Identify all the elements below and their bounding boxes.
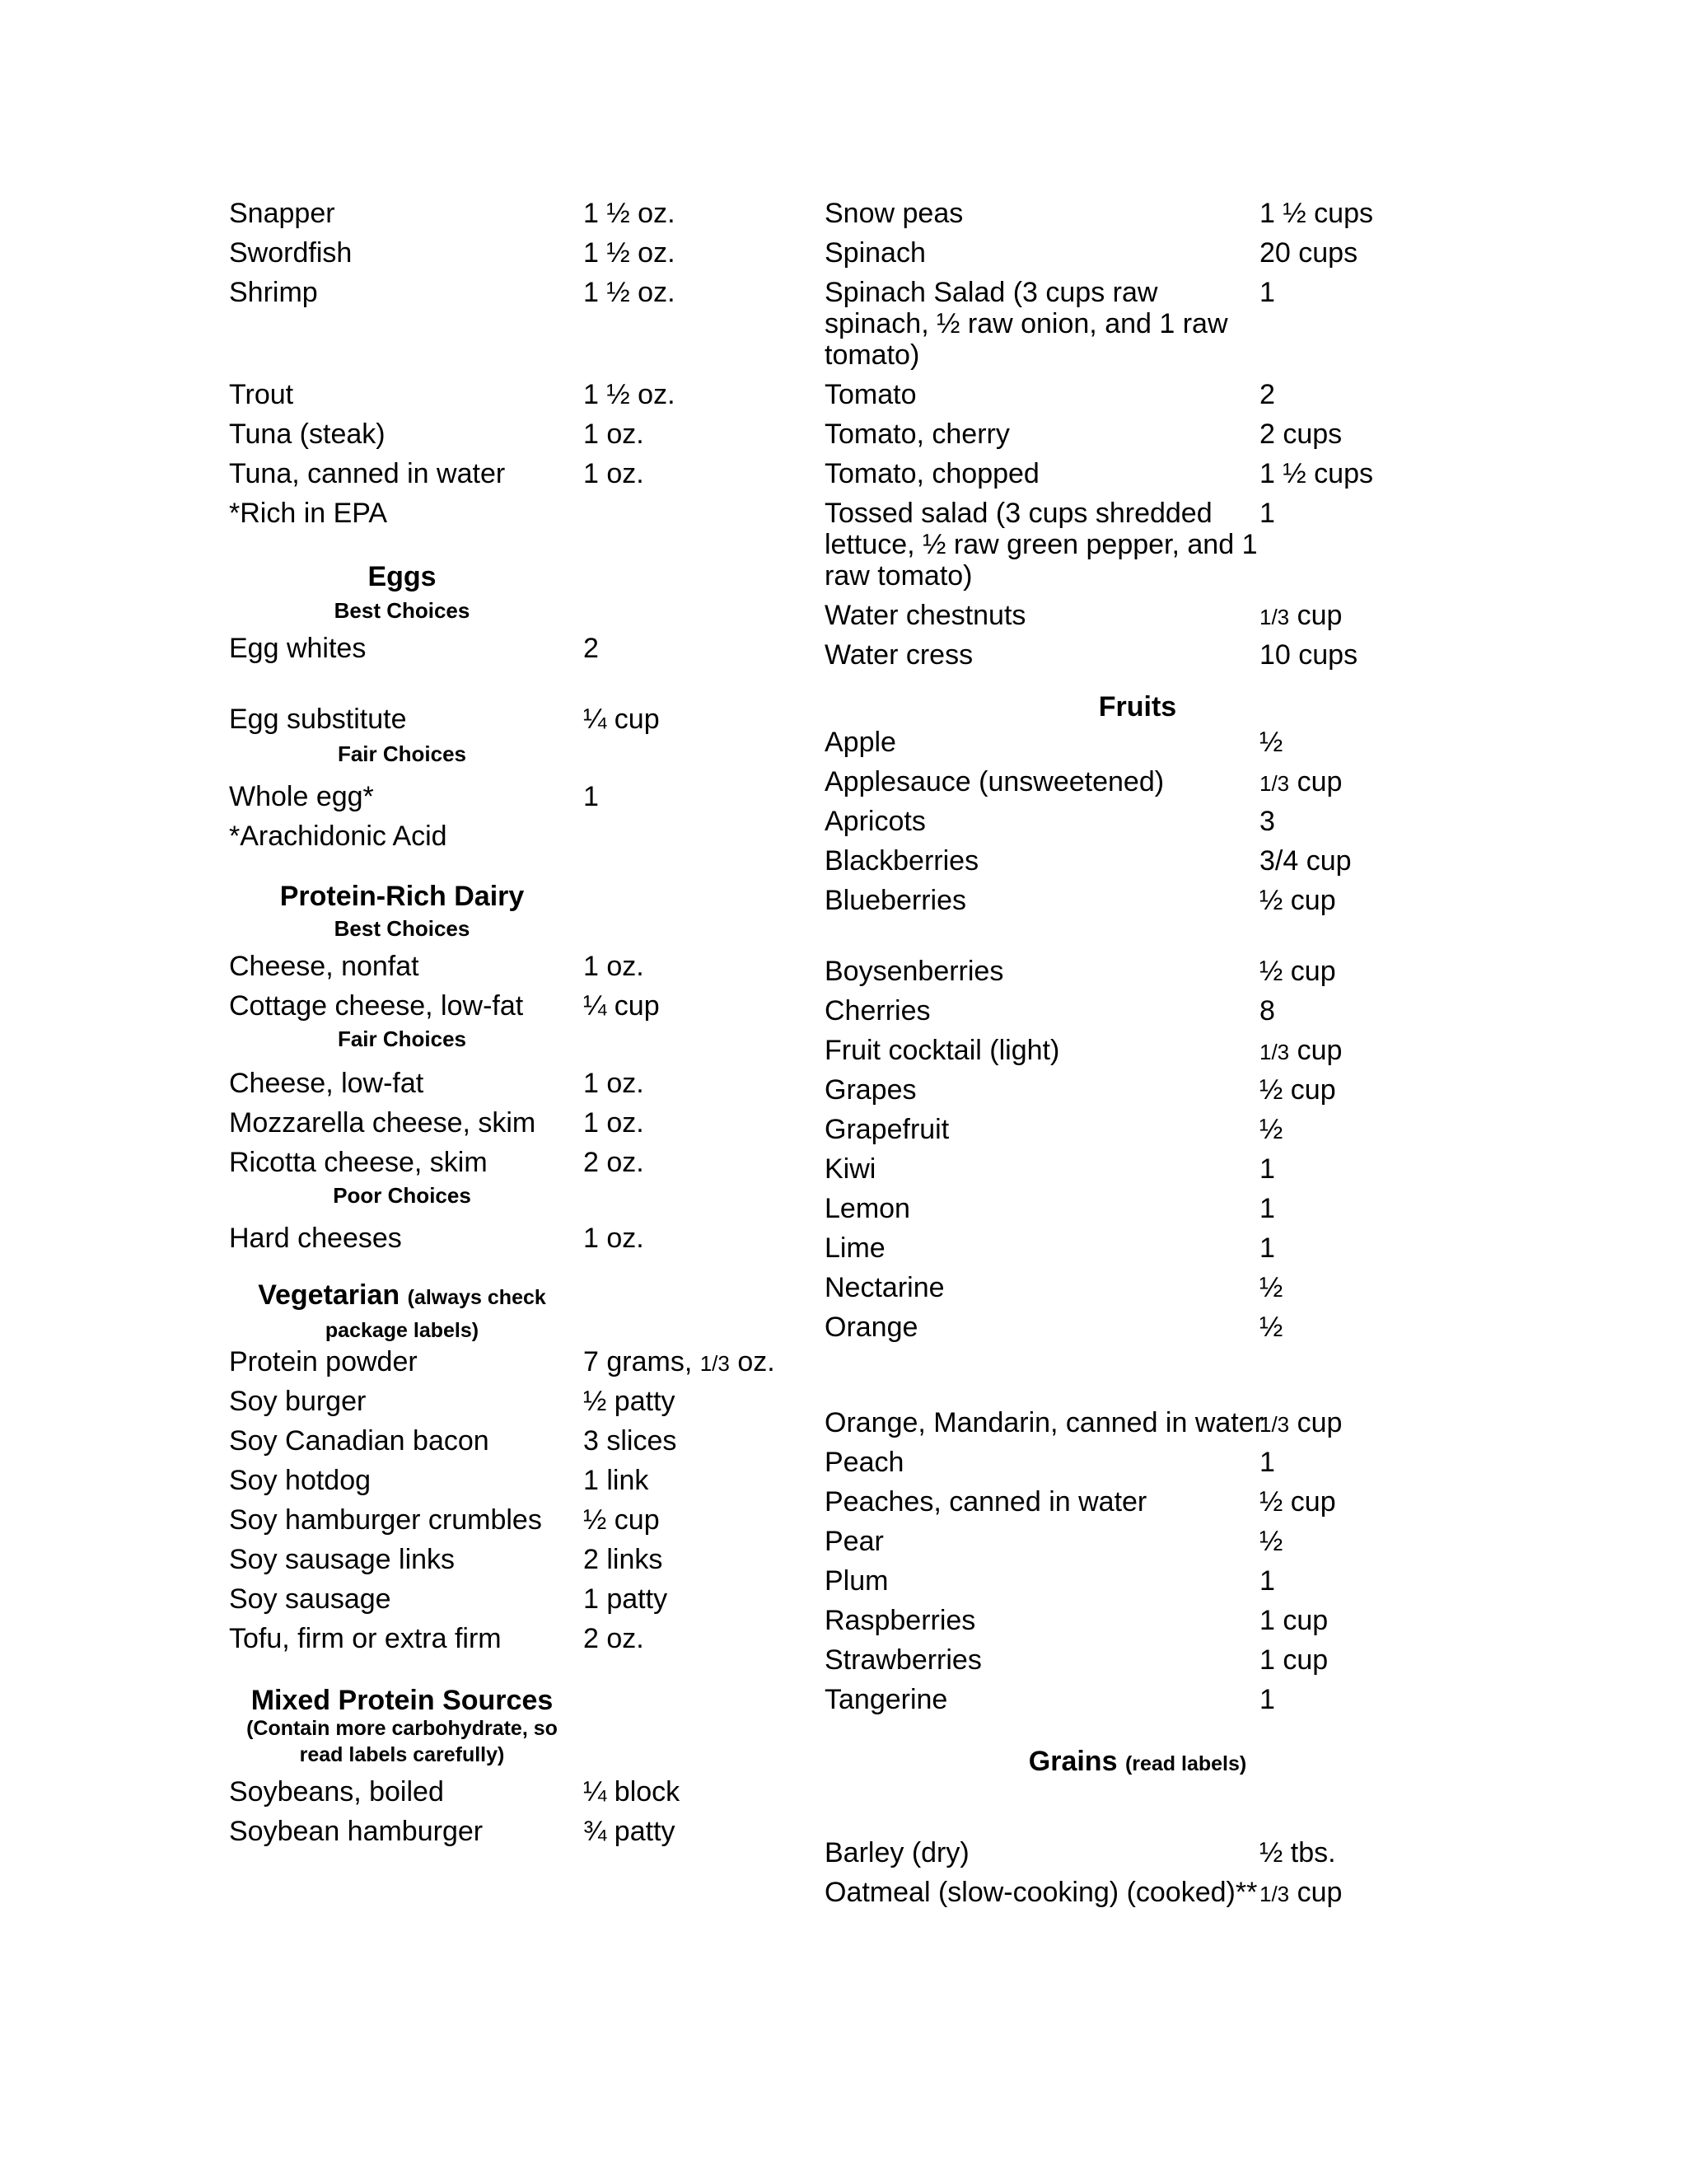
serving-size: 1 ½ oz. <box>583 379 675 410</box>
section-heading <box>825 690 1451 727</box>
food-name: Blueberries <box>825 885 966 916</box>
food-name: Tuna (steak) <box>229 419 386 450</box>
food-row <box>825 1605 1451 1644</box>
food-row <box>229 821 814 880</box>
section-heading <box>229 1279 814 1346</box>
food-row <box>229 1346 814 1386</box>
food-row <box>825 1193 1451 1232</box>
food-row <box>825 727 1451 766</box>
serving-size: 2 <box>1259 379 1275 410</box>
food-name: Lime <box>825 1232 886 1264</box>
food-row <box>825 277 1451 379</box>
section-heading <box>825 1745 1451 1837</box>
food-row <box>825 419 1451 458</box>
serving-size: 3 slices <box>583 1425 677 1457</box>
food-row <box>825 600 1451 639</box>
food-row <box>229 951 814 990</box>
food-row <box>229 704 814 741</box>
food-name: Boysenberries <box>825 956 1004 987</box>
serving-size: 1 ½ oz. <box>583 277 675 308</box>
serving-size: 1 <box>1259 1232 1275 1264</box>
serving-size: 2 links <box>583 1544 663 1575</box>
serving-size: 1 oz. <box>583 951 644 982</box>
subsection-title: Fair Choices <box>337 741 467 766</box>
serving-size: 1 oz. <box>583 458 644 489</box>
food-name: *Arachidonic Acid <box>229 821 447 852</box>
food-row <box>825 1407 1451 1447</box>
food-row <box>825 1447 1451 1486</box>
food-row <box>825 885 1451 956</box>
serving-size: 2 <box>583 633 599 664</box>
food-name: Plum <box>825 1565 889 1597</box>
food-name: Kiwi <box>825 1153 876 1185</box>
food-row <box>229 1386 814 1425</box>
food-name: Soy hotdog <box>229 1465 372 1496</box>
food-row <box>825 1486 1451 1526</box>
food-name: Cherries <box>825 995 931 1027</box>
food-row <box>825 498 1451 600</box>
section-title: Mixed Protein Sources <box>250 1685 554 1716</box>
serving-size: 1 patty <box>583 1583 668 1615</box>
food-name: Tomato, chopped <box>825 458 1040 489</box>
serving-size: 1 <box>1259 1565 1275 1597</box>
food-name: Applesauce (unsweetened) <box>825 766 1165 797</box>
section-note: (Contain more carbohydrate, so <box>246 1717 558 1740</box>
food-row <box>229 1223 814 1279</box>
serving-size: ½ <box>1259 1526 1283 1557</box>
right-column <box>825 198 1451 1916</box>
fraction: 1/3 <box>1259 1040 1290 1064</box>
food-name: Pear <box>825 1526 884 1557</box>
food-name: Trout <box>229 379 294 410</box>
subsection-title: Poor Choices <box>333 1183 471 1208</box>
serving-size: 1 cup <box>1259 1605 1329 1636</box>
serving-size: 1/3 cup <box>1259 600 1343 631</box>
food-name: Hard cheeses <box>229 1223 402 1254</box>
subsection-title: Best Choices <box>334 598 470 623</box>
food-name: Spinach Salad (3 cups raw spinach, ½ raw onion, and 1 raw tomato) <box>825 277 1228 371</box>
food-row <box>825 995 1451 1035</box>
food-row <box>229 1068 814 1107</box>
serving-size: 1 <box>1259 277 1275 308</box>
food-row <box>229 990 814 1027</box>
food-row <box>229 419 814 458</box>
section-title: Fruits <box>1098 691 1177 723</box>
fraction: 1/3 <box>1259 771 1290 796</box>
food-name: Tomato <box>825 379 917 410</box>
food-row <box>229 1583 814 1623</box>
food-row <box>229 198 814 237</box>
food-row <box>825 1074 1451 1114</box>
food-name: Peaches, canned in water <box>825 1486 1147 1518</box>
food-name: Egg substitute <box>229 704 407 735</box>
food-row <box>229 458 814 498</box>
serving-size: ½ <box>1259 1114 1283 1145</box>
food-name: Water cress <box>825 639 974 671</box>
serving-size: 1 <box>1259 1684 1275 1715</box>
serving-size: 1 ½ oz. <box>583 237 675 269</box>
serving-size: 1 <box>1259 1153 1275 1185</box>
serving-size: ¼ block <box>583 1776 680 1808</box>
serving-size: ½ cup <box>1259 1074 1336 1106</box>
serving-size: 1 <box>1259 1193 1275 1224</box>
serving-size: 1 oz. <box>583 419 644 450</box>
serving-size: 1 oz. <box>583 1068 644 1099</box>
section-title: Eggs <box>367 561 437 592</box>
fraction: 1/3 <box>699 1351 730 1376</box>
food-row <box>229 1816 814 1855</box>
food-name: Protein powder <box>229 1346 418 1377</box>
serving-size: ½ <box>1259 1272 1283 1303</box>
food-row <box>825 458 1451 498</box>
serving-size: ½ tbs. <box>1259 1837 1336 1868</box>
food-name: Grapefruit <box>825 1114 950 1145</box>
food-name: Cheese, low-fat <box>229 1068 424 1099</box>
serving-size: 2 cups <box>1259 419 1343 450</box>
food-row <box>825 198 1451 237</box>
food-name: Orange <box>825 1312 918 1343</box>
food-name: Soy hamburger crumbles <box>229 1504 542 1536</box>
food-row <box>825 1837 1451 1877</box>
food-row <box>229 781 814 821</box>
subsection-title: Fair Choices <box>337 1027 467 1051</box>
food-row <box>229 1776 814 1816</box>
food-row <box>825 1684 1451 1745</box>
food-name: Orange, Mandarin, canned in water <box>825 1407 1264 1438</box>
section-note: read labels carefully) <box>299 1743 505 1766</box>
serving-size: 3/4 cup <box>1259 845 1352 877</box>
food-row <box>229 277 814 379</box>
food-row <box>825 1312 1451 1407</box>
food-name: Soy sausage links <box>229 1544 456 1575</box>
food-row <box>825 1565 1451 1605</box>
food-row <box>229 498 814 560</box>
food-name: Snapper <box>229 198 335 229</box>
serving-size: 3 <box>1259 806 1275 837</box>
food-name: Nectarine <box>825 1272 945 1303</box>
food-row <box>825 1153 1451 1193</box>
section-heading <box>229 880 814 916</box>
fraction: 1/3 <box>1259 605 1290 629</box>
subsection-heading <box>229 916 814 951</box>
food-row <box>825 845 1451 885</box>
food-row <box>825 379 1451 419</box>
food-row <box>825 1526 1451 1565</box>
food-name: Water chestnuts <box>825 600 1026 631</box>
serving-size: 8 <box>1259 995 1275 1027</box>
serving-size: 10 cups <box>1259 639 1358 671</box>
food-row <box>229 379 814 419</box>
serving-size: 1 ½ cups <box>1259 198 1373 229</box>
food-name: Ricotta cheese, skim <box>229 1147 488 1178</box>
serving-size: 1 link <box>583 1465 649 1496</box>
serving-size: 1 <box>1259 498 1275 529</box>
serving-size: ¾ patty <box>583 1816 675 1847</box>
food-row <box>229 1107 814 1147</box>
food-name: Spinach <box>825 237 926 269</box>
food-name: Soy burger <box>229 1386 367 1417</box>
food-row <box>825 1035 1451 1074</box>
food-name: Cottage cheese, low-fat <box>229 990 524 1022</box>
serving-size: ¼ cup <box>583 990 660 1022</box>
section-note: (read labels) <box>1124 1752 1247 1775</box>
food-name: Soybeans, boiled <box>229 1776 444 1808</box>
food-name: Strawberries <box>825 1644 982 1676</box>
food-row <box>229 1147 814 1183</box>
food-name: *Rich in EPA <box>229 498 388 529</box>
food-name: Lemon <box>825 1193 910 1224</box>
section-note-row <box>229 1742 814 1776</box>
serving-size: 1/3 cup <box>1259 1877 1343 1908</box>
food-name: Blackberries <box>825 845 979 877</box>
subsection-heading <box>229 741 814 781</box>
serving-size: ½ cup <box>583 1504 660 1536</box>
serving-size: 2 oz. <box>583 1147 644 1178</box>
serving-size: 1 oz. <box>583 1223 644 1254</box>
subsection-heading <box>229 1027 814 1068</box>
food-name: Cheese, nonfat <box>229 951 419 982</box>
serving-size: 1 ½ oz. <box>583 198 675 229</box>
section-heading <box>229 1684 814 1715</box>
food-name: Oatmeal (slow-cooking) (cooked)** <box>825 1877 1258 1908</box>
food-name: Egg whites <box>229 633 367 664</box>
serving-size: ½ <box>1259 1312 1283 1343</box>
left-column <box>229 198 814 1855</box>
serving-size: 1 <box>583 781 599 812</box>
food-name: Grapes <box>825 1074 917 1106</box>
food-row <box>229 1504 814 1544</box>
food-name: Snow peas <box>825 198 964 229</box>
serving-size: ¼ cup <box>583 704 660 735</box>
serving-size: ½ cup <box>1259 885 1336 916</box>
food-row <box>825 956 1451 995</box>
food-name: Soy Canadian bacon <box>229 1425 489 1457</box>
serving-size: ½ cup <box>1259 1486 1336 1518</box>
food-row <box>825 766 1451 806</box>
food-name: Mozzarella cheese, skim <box>229 1107 536 1139</box>
serving-size: 1 oz. <box>583 1107 644 1139</box>
subsection-title: Best Choices <box>334 916 470 941</box>
serving-size: 1/3 cup <box>1259 766 1343 797</box>
fraction: 1/3 <box>1259 1412 1290 1437</box>
food-name: Barley (dry) <box>825 1837 970 1868</box>
food-name: Soybean hamburger <box>229 1816 484 1847</box>
food-row <box>825 639 1451 690</box>
food-name: Fruit cocktail (light) <box>825 1035 1060 1066</box>
serving-size: ½ <box>1259 727 1283 758</box>
food-name: Whole egg* <box>229 781 374 812</box>
subsection-heading <box>229 598 814 633</box>
food-name: Tangerine <box>825 1684 948 1715</box>
food-name: Shrimp <box>229 277 318 308</box>
serving-size: 1/3 cup <box>1259 1407 1343 1438</box>
food-row <box>229 237 814 277</box>
serving-size: 2 oz. <box>583 1623 644 1654</box>
serving-size: 1 <box>1259 1447 1275 1478</box>
food-name: Apricots <box>825 806 926 837</box>
food-name: Tofu, firm or extra firm <box>229 1623 502 1654</box>
serving-size: 1/3 cup <box>1259 1035 1343 1066</box>
section-note: package labels) <box>325 1319 479 1342</box>
subsection-heading <box>229 1183 814 1223</box>
food-name: Tossed salad (3 cups shredded lettuce, ½ raw green pepper, and 1 raw tomato) <box>825 498 1258 592</box>
food-row <box>825 237 1451 277</box>
food-row <box>825 1272 1451 1312</box>
section-note: (always check <box>407 1286 546 1309</box>
food-name: Tuna, canned in water <box>229 458 506 489</box>
food-row <box>825 1114 1451 1153</box>
section-heading <box>229 560 814 598</box>
food-row <box>229 1544 814 1583</box>
food-name: Tomato, cherry <box>825 419 1010 450</box>
food-row <box>229 1623 814 1684</box>
serving-size: 1 cup <box>1259 1644 1329 1676</box>
food-name: Swordfish <box>229 237 353 269</box>
fraction: 1/3 <box>1259 1882 1290 1906</box>
food-row <box>825 1232 1451 1272</box>
serving-size: 7 grams, 1/3 oz. <box>583 1346 775 1377</box>
food-row <box>825 1877 1451 1916</box>
serving-size: ½ cup <box>1259 956 1336 987</box>
food-row <box>229 633 814 704</box>
serving-size: 1 ½ cups <box>1259 458 1373 489</box>
food-name: Raspberries <box>825 1605 976 1636</box>
serving-size: 20 cups <box>1259 237 1358 269</box>
food-row <box>229 1465 814 1504</box>
section-title: Vegetarian (always check package labels) <box>258 1279 546 1342</box>
food-row <box>229 1425 814 1465</box>
serving-size: ½ patty <box>583 1386 675 1417</box>
food-name: Soy sausage <box>229 1583 391 1615</box>
food-name: Apple <box>825 727 896 758</box>
section-note-row <box>229 1715 814 1742</box>
section-title: Grains (read labels) <box>1028 1746 1247 1777</box>
section-title: Protein-Rich Dairy <box>279 881 525 912</box>
food-name: Peach <box>825 1447 904 1478</box>
food-row <box>825 806 1451 845</box>
food-row <box>825 1644 1451 1684</box>
